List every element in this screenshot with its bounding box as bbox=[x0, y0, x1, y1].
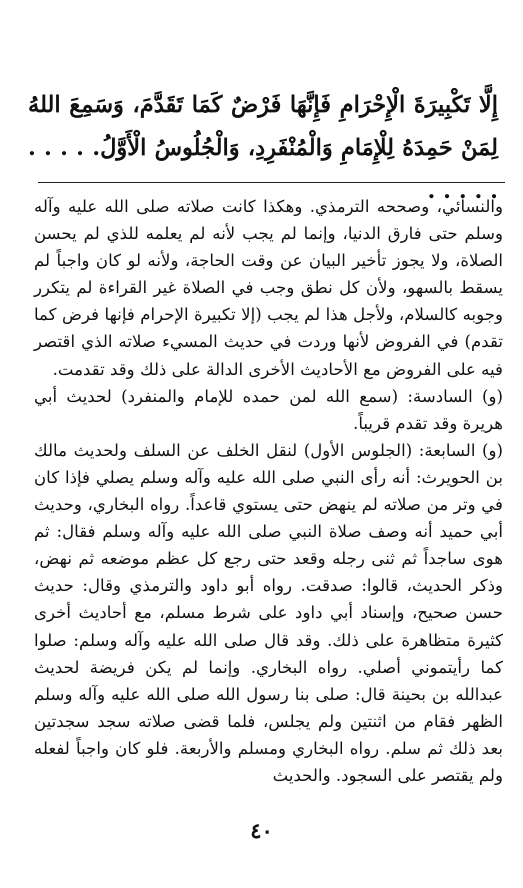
commentary-paragraph: (و) السابعة: (الجلوس الأول) لنقل الخلف عن السلف ولحديث مالك بن الحويرث: أنه رأى النبي صلى الله عليه وآله وسلم يصلي فإذا كان في وتر من صلاته لم ينهض حتى يستوي قاعداً. رواه البخاري، وحديث أبي حميد أنه وصف صلاة النبي صلى الله عليه وآله وسلم فقال: ثم هوى ساجداً ثم ثنى رجله وقعد حتى رجع كل عظم موضعه ثم نهض، وذكر الحديث، قالوا: صدقت. رواه أبو داود والترمذي وقال: حديث حسن صحيح، وإسناد أبي داود على شرط مسلم، مع أحاديث أخرى كثيرة متظاهرة على ذلك. وقد قال صلى الله عليه وآله وسلم: صلوا كما رأيتموني أصلي. رواه البخاري. وإنما لم يكن فريضة لحديث عبدالله بن بحينة قال: صلى بنا رسول الله صلى الله عليه وآله وسلم الظهر فقام من اثنتين ولم يجلس، فلما قضى صلاته سجد سجدتين بعد ذلك ثم سلم. رواه البخاري ومسلم والأربعة. فلو كان واجباً لفعله ولم يقتصر على السجود. والحديث bbox=[34, 440, 503, 785]
page-number: ٤٠ bbox=[250, 818, 273, 843]
footnote-separator-rule bbox=[38, 182, 505, 183]
commentary-text bbox=[34, 193, 503, 789]
main-text-dots: . . . . . . . . . bbox=[28, 135, 498, 204]
commentary-paragraph: والنسائي، وصححه الترمذي. وهكذا كانت صلاته صلى الله عليه وآله وسلم حتى فارق الدنيا، وإنما لم يجب لأنه لم يعلمه للذي لم يحسن الصلاة، ولا يجوز تأخير البيان عن وقت الحاجة، ولأنه لو كان واجباً لم يسقط بالسهو، ولأن كل نطق وجب في الصلاة غير القراءة لم يتكرر وجوبه كالسلام، ولأجل هذا لم يجب (إلا تكبيرة الإحرام فإنها فرض كما تقدم) في الفروض لأنها وردت في حديث المسيء صلاته الذي اقتصر فيه على الفروض مع الأحاديث الأخرى الدالة على ذلك وقد تقدمت. bbox=[34, 197, 503, 379]
main-text-body: إِلَّا تَكْبِيرَةَ الْإِحْرَامِ فَإِنَّهَا فَرْضٌ كَمَا تَقَدَّمَ، وَسَمِعَ اللهُ لِمَنْ حَمِدَهُ لِلْإِمَامِ وَالْمُنْفَرِدِ، وَالْجُلُوسُ الْأَوَّلُ. bbox=[28, 92, 498, 161]
commentary-paragraph: (و) السادسة: (سمع الله لمن حمده للإمام والمنفرد) لحديث أبي هريرة وقد تقدم قريباً. bbox=[34, 386, 503, 433]
